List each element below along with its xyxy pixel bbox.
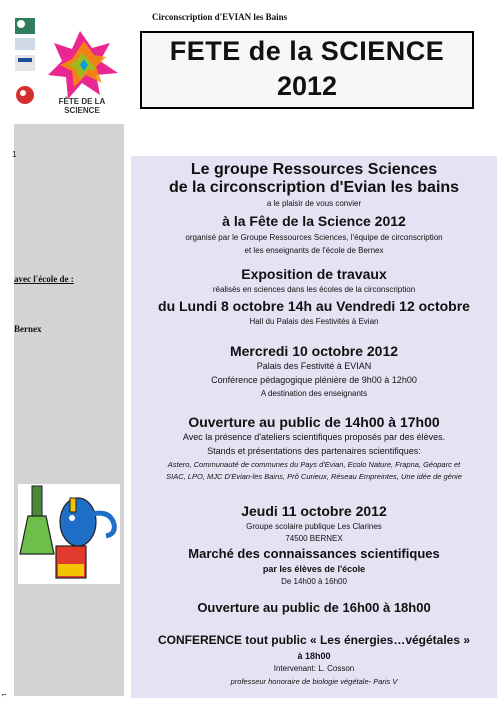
flask-icon bbox=[18, 484, 120, 584]
open-public-title: Ouverture au public de 14h00 à 17h00 bbox=[188, 414, 440, 430]
title-box bbox=[140, 31, 474, 109]
page-title-year: 2012 bbox=[276, 71, 338, 101]
intro-heading-2: de la circonscription d'Evian les bains bbox=[168, 179, 460, 196]
page-title: FETE de la SCIENCE bbox=[169, 36, 445, 66]
wednesday-title: Mercredi 10 octobre 2012 bbox=[229, 343, 399, 359]
open-public-text-1: Avec la présence d'ateliers scientifiques proposés par des élèves. bbox=[182, 432, 446, 442]
conference-title: CONFERENCE tout public « Les énergies…végétales » bbox=[157, 633, 471, 647]
thursday-text-1: Groupe scolaire publique Les Clarines bbox=[246, 522, 382, 531]
institution-logo-2 bbox=[15, 38, 35, 50]
partners-line-2: SIAC, LPO, MJC D'Evian-les Bains, Prô Curieux, Réseau Empreintes, Une idée de génie bbox=[166, 472, 462, 481]
flask-illustration bbox=[18, 484, 120, 584]
conference-speaker-title: professeur honoraire de biologie végétale- Paris V bbox=[230, 677, 398, 686]
intro-text-3: et les enseignants de l'école de Bernex bbox=[244, 246, 384, 255]
expo-dates: du Lundi 8 octobre 14h au Vendredi 12 octobre bbox=[158, 298, 470, 314]
intro-heading-1: Le groupe Ressources Sciences bbox=[190, 161, 438, 178]
sidebar-marker: 1 bbox=[12, 150, 17, 159]
thursday-market: Marché des connaissances scientifiques bbox=[188, 546, 440, 561]
wednesday-text-1: Palais des Festivité à EVIAN bbox=[256, 361, 372, 371]
partners-line-1: Astero, Communauté de communes du Pays d'Evian, Ecolo Nature, Frapna, Géoparc et bbox=[167, 460, 461, 469]
intro-text-2: organisé par le Groupe Ressources Sciences, l'équipe de circonscription bbox=[185, 233, 443, 242]
thursday-text-3: par les élèves de l'école bbox=[262, 564, 366, 574]
open-public-2-title: Ouverture au public de 16h00 à 18h00 bbox=[197, 600, 431, 615]
expo-title: Exposition de travaux bbox=[241, 266, 387, 282]
conference-speaker: Intervenant: L. Cosson bbox=[273, 664, 355, 673]
sidebar-column bbox=[14, 124, 124, 696]
thursday-text-4: De 14h00 à 16h00 bbox=[281, 577, 347, 586]
thursday-title: Jeudi 11 octobre 2012 bbox=[241, 503, 387, 519]
open-public-text-2: Stands et présentations des partenaires scientifiques: bbox=[207, 446, 421, 456]
invitation-panel bbox=[131, 156, 497, 698]
expo-text-1: réalisés en sciences dans les écoles de la circonscription bbox=[212, 285, 416, 294]
school-name: Bernex bbox=[14, 324, 42, 334]
expo-text-2: Hall du Palais des Festivités à Evian bbox=[249, 317, 379, 326]
institution-logo-3 bbox=[15, 55, 35, 71]
circonscription-label: Circonscription d'EVIAN les Bains bbox=[152, 12, 288, 22]
thursday-text-2: 74500 BERNEX bbox=[285, 534, 343, 543]
avec-label: avec l'école de : bbox=[14, 274, 74, 284]
wednesday-text-2: Conférence pédagogique plénière de 9h00 à 12h00 bbox=[211, 375, 417, 385]
conference-time: à 18h00 bbox=[297, 651, 331, 661]
intro-heading-3: à la Fête de la Science 2012 bbox=[222, 213, 406, 229]
intro-text-1: a le plaisir de vous convier bbox=[266, 199, 362, 208]
corner-mark: ⌐ bbox=[2, 690, 7, 699]
logo-text: FÊTE DE LA SCIENCE bbox=[58, 97, 106, 115]
wednesday-text-3: A destination des enseignants bbox=[260, 389, 368, 398]
